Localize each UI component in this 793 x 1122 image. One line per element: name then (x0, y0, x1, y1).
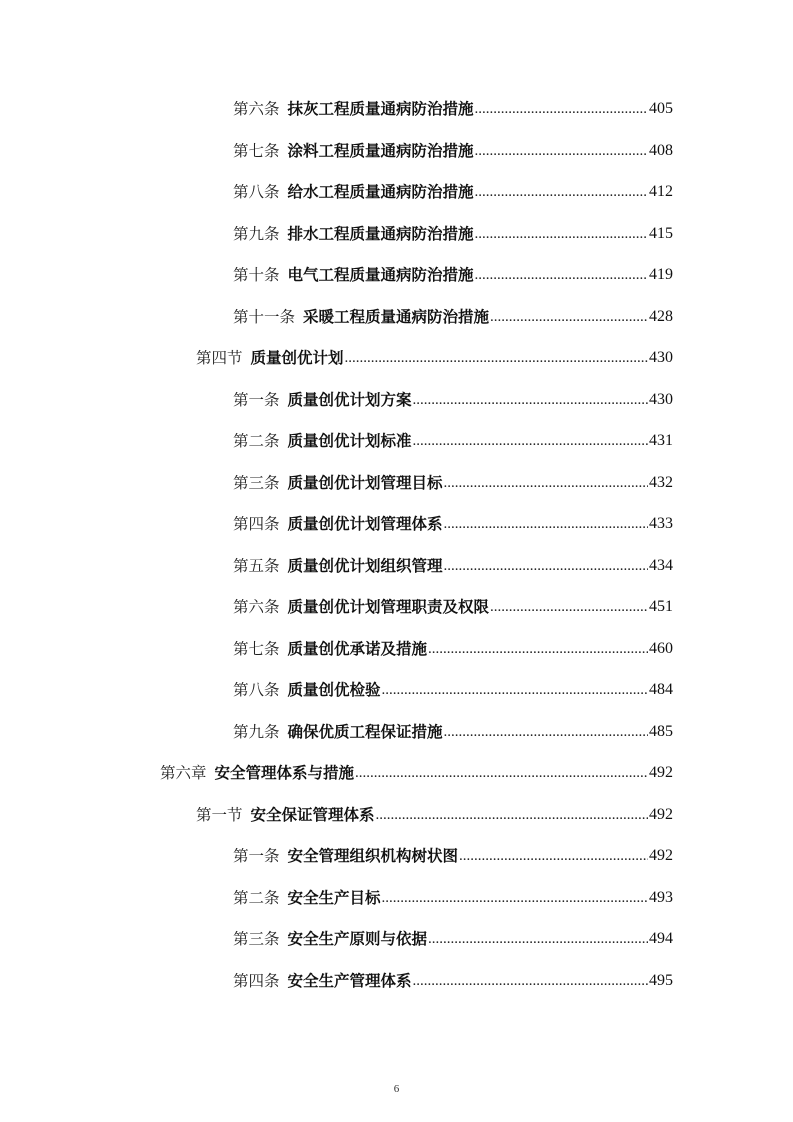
entry-title: 涂料工程质量通病防治措施 (287, 141, 474, 160)
dot-leader (345, 345, 648, 370)
entry-number: 第一条 (233, 391, 280, 409)
entry-number: 第四节 (196, 349, 243, 367)
entry-title: 排水工程质量通病防治措施 (287, 224, 474, 243)
entry-page: 430 (649, 349, 673, 366)
dot-leader (382, 885, 648, 910)
entry-page: 432 (649, 474, 673, 491)
dot-leader (355, 760, 648, 785)
entry-number: 第六条 (233, 598, 280, 616)
toc-entry[interactable] (233, 512, 673, 536)
toc-entry[interactable] (233, 139, 673, 163)
entry-page: 460 (649, 640, 673, 657)
entry-title: 电气工程质量通病防治措施 (287, 265, 474, 284)
entry-number: 第五条 (233, 557, 280, 575)
dot-leader (459, 843, 648, 868)
toc-entry[interactable] (196, 803, 673, 827)
toc-entry[interactable] (233, 720, 673, 744)
entry-title: 安全生产目标 (287, 888, 381, 907)
dot-leader (428, 636, 648, 661)
toc-entry[interactable] (233, 637, 673, 661)
entry-title: 质量创优计划标准 (287, 431, 412, 450)
entry-page: 492 (649, 764, 673, 781)
entry-title: 质量创优计划 (250, 348, 344, 367)
toc-entry[interactable] (233, 969, 673, 993)
dot-leader (444, 719, 648, 744)
entry-page: 493 (649, 889, 673, 906)
dot-leader (475, 262, 648, 287)
dot-leader (490, 594, 648, 619)
entry-number: 第六条 (233, 100, 280, 118)
entry-title: 安全管理体系与措施 (214, 763, 355, 782)
entry-page: 484 (649, 681, 673, 698)
entry-page: 415 (649, 225, 673, 242)
dot-leader (413, 387, 648, 412)
dot-leader (475, 179, 648, 204)
entry-page: 430 (649, 391, 673, 408)
entry-number: 第九条 (233, 225, 280, 243)
dot-leader (475, 221, 648, 246)
entry-page: 492 (649, 847, 673, 864)
toc-entry[interactable] (196, 346, 673, 370)
entry-page: 434 (649, 557, 673, 574)
entry-title: 质量创优计划方案 (287, 390, 412, 409)
entry-page: 451 (649, 598, 673, 615)
toc-entry[interactable] (233, 678, 673, 702)
entry-page: 419 (649, 266, 673, 283)
toc-entry[interactable] (233, 429, 673, 453)
dot-leader (413, 968, 648, 993)
page-number: 6 (393, 1083, 400, 1095)
entry-number: 第三条 (233, 474, 280, 492)
entry-number: 第七条 (233, 640, 280, 658)
entry-title: 安全管理组织机构树状图 (287, 846, 459, 865)
entry-page: 492 (649, 806, 673, 823)
entry-number: 第九条 (233, 723, 280, 741)
toc-entry[interactable] (160, 761, 673, 785)
entry-page: 408 (649, 142, 673, 159)
entry-title: 质量创优计划管理职责及权限 (287, 597, 490, 616)
toc-entry[interactable] (233, 388, 673, 412)
entry-title: 质量创优计划组织管理 (287, 556, 443, 575)
entry-page: 485 (649, 723, 673, 740)
entry-number: 第十条 (233, 266, 280, 284)
entry-number: 第八条 (233, 183, 280, 201)
entry-title: 确保优质工程保证措施 (287, 722, 443, 741)
toc-entry[interactable] (233, 927, 673, 951)
dot-leader (444, 470, 648, 495)
entry-number: 第八条 (233, 681, 280, 699)
dot-leader (382, 677, 648, 702)
dot-leader (490, 304, 648, 329)
entry-title: 采暖工程质量通病防治措施 (303, 307, 490, 326)
dot-leader (376, 802, 648, 827)
toc-entry[interactable] (233, 180, 673, 204)
dot-leader (475, 138, 648, 163)
toc-entry[interactable] (233, 886, 673, 910)
toc-entry[interactable] (233, 844, 673, 868)
entry-title: 安全生产管理体系 (287, 971, 412, 990)
entry-number: 第三条 (233, 930, 280, 948)
toc-entry[interactable] (233, 263, 673, 287)
toc-entry[interactable] (233, 222, 673, 246)
entry-title: 安全保证管理体系 (250, 805, 375, 824)
toc-entry[interactable] (233, 97, 673, 121)
entry-number: 第六章 (160, 764, 207, 782)
entry-page: 494 (649, 930, 673, 947)
entry-title: 给水工程质量通病防治措施 (287, 182, 474, 201)
entry-title: 抹灰工程质量通病防治措施 (287, 99, 474, 118)
dot-leader (444, 511, 648, 536)
dot-leader (444, 553, 648, 578)
entry-page: 495 (649, 972, 673, 989)
dot-leader (475, 96, 648, 121)
entry-page: 433 (649, 515, 673, 532)
toc-entry[interactable] (233, 595, 673, 619)
toc-entry[interactable] (233, 305, 673, 329)
entry-title: 质量创优计划管理目标 (287, 473, 443, 492)
entry-page: 405 (649, 100, 673, 117)
entry-title: 质量创优检验 (287, 680, 381, 699)
entry-number: 第二条 (233, 432, 280, 450)
toc-entry[interactable] (233, 471, 673, 495)
dot-leader (413, 428, 648, 453)
entry-number: 第四条 (233, 515, 280, 533)
entry-page: 431 (649, 432, 673, 449)
toc-entry[interactable] (233, 554, 673, 578)
entry-number: 第一节 (196, 806, 243, 824)
entry-page: 428 (649, 308, 673, 325)
entry-title: 质量创优计划管理体系 (287, 514, 443, 533)
entry-number: 第十一条 (233, 308, 296, 326)
entry-number: 第四条 (233, 972, 280, 990)
entry-number: 第二条 (233, 889, 280, 907)
dot-leader (428, 926, 648, 951)
entry-number: 第七条 (233, 142, 280, 160)
entry-title: 安全生产原则与依据 (287, 929, 428, 948)
entry-number: 第一条 (233, 847, 280, 865)
entry-title: 质量创优承诺及措施 (287, 639, 428, 658)
entry-page: 412 (649, 183, 673, 200)
